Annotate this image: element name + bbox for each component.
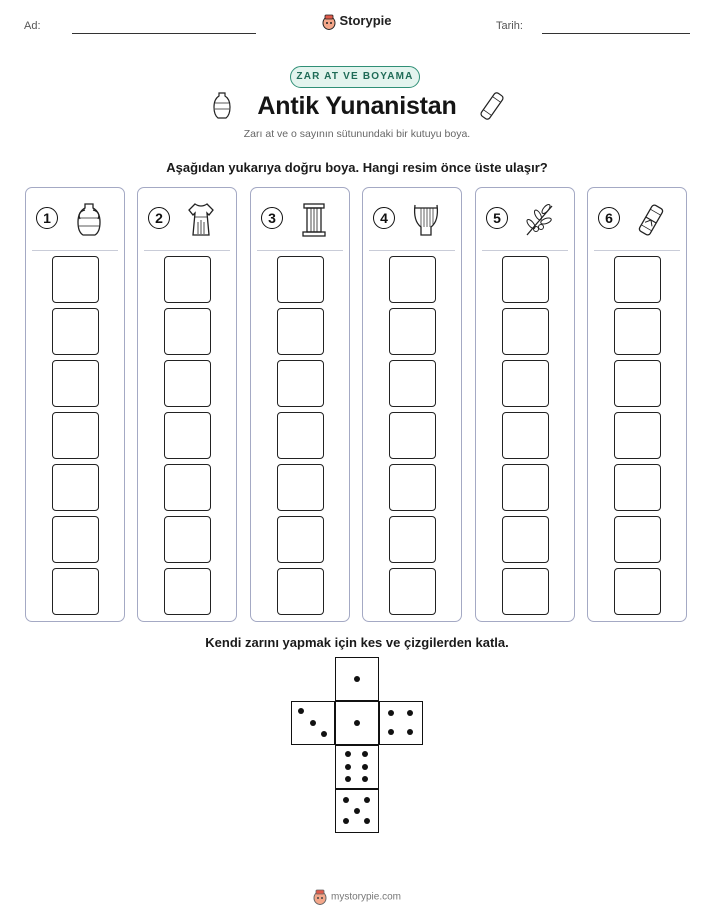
color-box[interactable] — [277, 308, 324, 355]
die-pip — [362, 764, 368, 770]
color-box[interactable] — [389, 360, 436, 407]
color-box[interactable] — [277, 568, 324, 615]
column-header — [138, 188, 236, 250]
color-box[interactable] — [52, 464, 99, 511]
color-box[interactable] — [164, 412, 211, 459]
color-box[interactable] — [502, 516, 549, 563]
die-pip — [298, 708, 304, 714]
coloring-instruction: Aşağıdan yukarıya doğru boya. Hangi resim önce üste ulaşır? — [166, 160, 548, 175]
color-box[interactable] — [502, 308, 549, 355]
color-box[interactable] — [614, 360, 661, 407]
column-3 — [250, 187, 350, 622]
die-pip — [388, 710, 394, 716]
olive-branch-icon — [524, 202, 554, 238]
die-face-top — [335, 657, 379, 701]
color-box[interactable] — [52, 412, 99, 459]
column-header — [588, 188, 686, 250]
color-box[interactable] — [164, 256, 211, 303]
color-box[interactable] — [164, 568, 211, 615]
name-line[interactable] — [72, 33, 256, 34]
column-4 — [362, 187, 462, 622]
die-pip — [407, 710, 413, 716]
color-box[interactable] — [164, 464, 211, 511]
column-5 — [475, 187, 575, 622]
color-box[interactable] — [614, 464, 661, 511]
color-box[interactable] — [614, 412, 661, 459]
color-box[interactable] — [164, 516, 211, 563]
die-pip — [407, 729, 413, 735]
storypie-logo-icon — [313, 889, 327, 905]
die-face-center — [335, 701, 379, 745]
brand-name: Storypie — [339, 13, 392, 28]
column-1 — [25, 187, 125, 622]
brand — [0, 13, 714, 30]
footer-url[interactable]: mystorypie.com — [330, 891, 401, 903]
die-pip — [388, 729, 394, 735]
die-face-right — [379, 701, 423, 745]
die-pip — [343, 818, 349, 824]
date-label: Tarih: — [496, 20, 523, 32]
color-box[interactable] — [277, 464, 324, 511]
die-pip — [362, 751, 368, 757]
page-title: Antik Yunanistan — [257, 92, 457, 120]
date-line[interactable] — [542, 33, 690, 34]
column-6 — [587, 187, 687, 622]
column-divider — [144, 250, 230, 251]
column-number: 6 — [598, 207, 620, 229]
die-pip — [354, 808, 360, 814]
die-pip — [354, 676, 360, 682]
color-box[interactable] — [52, 360, 99, 407]
color-box[interactable] — [389, 516, 436, 563]
column-number: 4 — [373, 207, 395, 229]
color-box[interactable] — [502, 412, 549, 459]
color-box[interactable] — [614, 308, 661, 355]
column-divider — [594, 250, 680, 251]
die-pip — [345, 764, 351, 770]
color-box[interactable] — [389, 568, 436, 615]
die-pip — [364, 818, 370, 824]
color-box[interactable] — [614, 516, 661, 563]
scroll-icon — [636, 202, 666, 238]
column-number: 2 — [148, 207, 170, 229]
die-face-bottom — [335, 789, 379, 833]
page-subtitle: Zarı at ve o sayının sütunundaki bir kutuyu boya. — [243, 128, 471, 140]
color-box[interactable] — [502, 464, 549, 511]
die-face-lower — [335, 745, 379, 789]
color-box[interactable] — [52, 308, 99, 355]
amphora-icon — [74, 202, 104, 238]
die-pip — [354, 720, 360, 726]
color-box[interactable] — [389, 256, 436, 303]
color-box[interactable] — [389, 464, 436, 511]
column-header — [476, 188, 574, 250]
color-box[interactable] — [164, 308, 211, 355]
color-box[interactable] — [614, 568, 661, 615]
activity-badge: ZAR AT VE BOYAMA — [290, 66, 420, 88]
die-pip — [364, 797, 370, 803]
color-box[interactable] — [164, 360, 211, 407]
color-box[interactable] — [52, 256, 99, 303]
color-box[interactable] — [389, 412, 436, 459]
color-box[interactable] — [277, 256, 324, 303]
column-2 — [137, 187, 237, 622]
die-pip — [343, 797, 349, 803]
color-box[interactable] — [502, 256, 549, 303]
column-icon — [299, 202, 329, 238]
die-instruction: Kendi zarını yapmak için kes ve çizgilerden katla. — [205, 635, 509, 650]
column-header — [251, 188, 349, 250]
color-box[interactable] — [52, 568, 99, 615]
name-label: Ad: — [24, 20, 41, 32]
column-header — [363, 188, 461, 250]
color-box[interactable] — [277, 412, 324, 459]
column-number: 1 — [36, 207, 58, 229]
footer — [0, 889, 714, 905]
die-pip — [310, 720, 316, 726]
column-header — [26, 188, 124, 250]
die-face-left — [291, 701, 335, 745]
color-box[interactable] — [52, 516, 99, 563]
column-number: 5 — [486, 207, 508, 229]
die-pip — [321, 731, 327, 737]
chiton-icon — [186, 202, 216, 238]
column-number: 3 — [261, 207, 283, 229]
color-box[interactable] — [389, 308, 436, 355]
column-divider — [257, 250, 343, 251]
die-pip — [362, 776, 368, 782]
storypie-logo-icon — [322, 14, 336, 30]
column-divider — [482, 250, 568, 251]
color-box[interactable] — [277, 360, 324, 407]
die-pip — [345, 751, 351, 757]
color-box[interactable] — [277, 516, 324, 563]
color-box[interactable] — [614, 256, 661, 303]
color-box[interactable] — [502, 568, 549, 615]
die-pip — [345, 776, 351, 782]
color-box[interactable] — [502, 360, 549, 407]
scroll-icon — [480, 90, 504, 122]
lyre-icon — [411, 202, 441, 238]
column-divider — [32, 250, 118, 251]
column-divider — [369, 250, 455, 251]
